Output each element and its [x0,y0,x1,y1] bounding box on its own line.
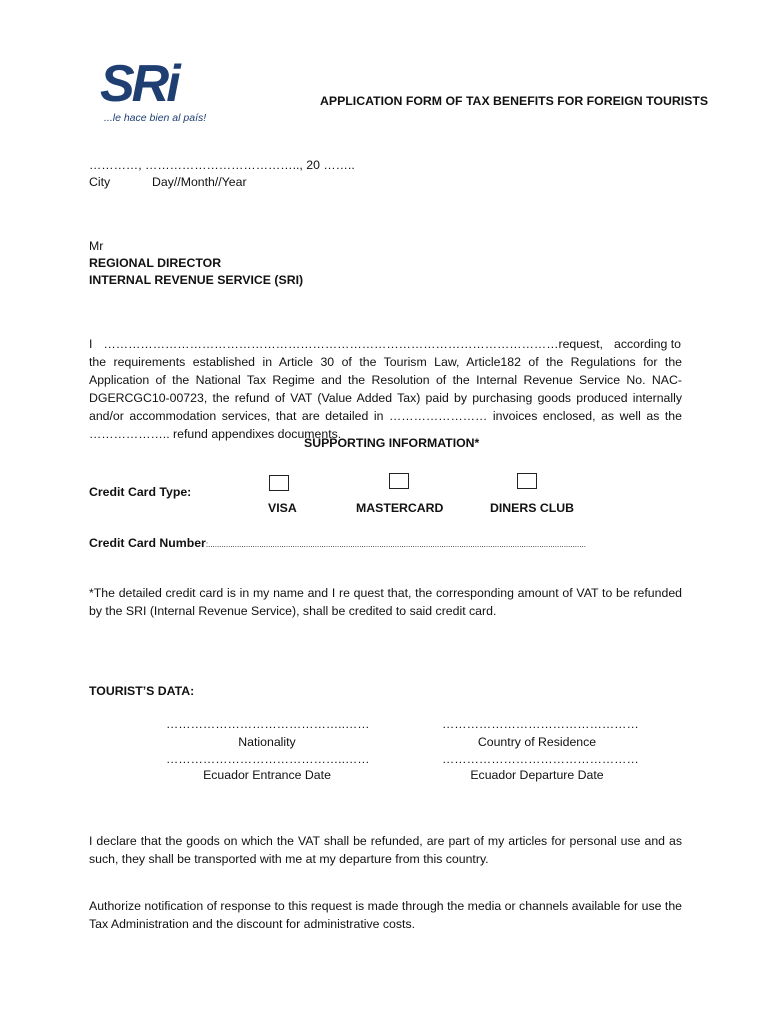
card-number-label: Credit Card Number [89,536,206,550]
logo-mark: SRi [100,55,178,113]
form-title: APPLICATION FORM OF TAX BENEFITS FOR FOREIGN TOURISTS [320,94,709,108]
departure-date-label: Ecuador Departure Date [470,768,604,782]
card-type-label: Credit Card Type: [89,485,192,499]
mastercard-label: MASTERCARD [356,501,444,515]
request-first-line-end: according to [614,337,681,351]
tourist-data-heading: TOURIST’S DATA: [89,684,195,698]
salutation: Mr [89,239,104,253]
request-body: the requirements established in Article 30 of the Tourism Law, Article182 of the Regulations for the Application of the National Tax Regime and the Resolution of the Internal Revenue Service No. NAC-DGERCGC10-00723, the refund of VAT (Value Added Tax) paid by purchasing goods produced internally and/or accommodation services, that are detailed in …………………… invoices enclosed, as well as the ……………….. refund appendixes documents. [89,355,682,441]
card-number-field[interactable]: :.......................................................................................................................................................................... [205,540,586,549]
visa-label: VISA [268,501,297,515]
residence-field[interactable]: ………………………………………… [442,717,639,731]
diners-club-label: DINERS CLUB [490,501,575,515]
date-label: Day//Month//Year [152,175,247,189]
declaration-paragraph: I declare that the goods on which the VAT shall be refunded, are part of my articles for personal use and as such, they shall be transported with me at my departure from this country. [89,834,682,866]
entrance-date-label: Ecuador Entrance Date [203,768,331,782]
diners-club-checkbox[interactable] [517,473,537,489]
nationality-field[interactable]: ……………………………………..…… [166,717,370,731]
addressee-line2: INTERNAL REVENUE SERVICE (SRI) [89,273,304,287]
request-name-field[interactable]: …………………………………………………………………………………………………request, [103,337,603,351]
nationality-label: Nationality [238,735,296,749]
entrance-date-field[interactable]: ……………………………………..…… [166,752,370,766]
sri-logo [100,55,210,130]
visa-checkbox[interactable] [269,475,289,491]
request-first-line [89,336,681,353]
supporting-heading: SUPPORTING INFORMATION* [304,436,480,450]
mastercard-checkbox[interactable] [389,473,409,489]
credit-card-note: *The detailed credit card is in my name and I re quest that, the corresponding amount of VAT to be refunded by the SRI (Internal Revenue Service), shall be credited to said credit card. [89,586,682,618]
card-number-row [89,535,681,553]
request-subject: I [89,337,93,351]
city-label: City [89,175,111,189]
logo-tagline: ...le hace bien al país! [104,112,207,124]
date-placeholder-line[interactable]: …………, ……………………………….., 20 …….. [89,158,355,172]
residence-label: Country of Residence [477,735,597,749]
departure-date-field[interactable]: ………………………………………… [442,752,639,766]
authorization-paragraph: Authorize notification of response to this request is made through the media or channels available for use the Tax Administration and the discount for administrative costs. [89,899,682,931]
addressee-line1: REGIONAL DIRECTOR [89,256,222,270]
